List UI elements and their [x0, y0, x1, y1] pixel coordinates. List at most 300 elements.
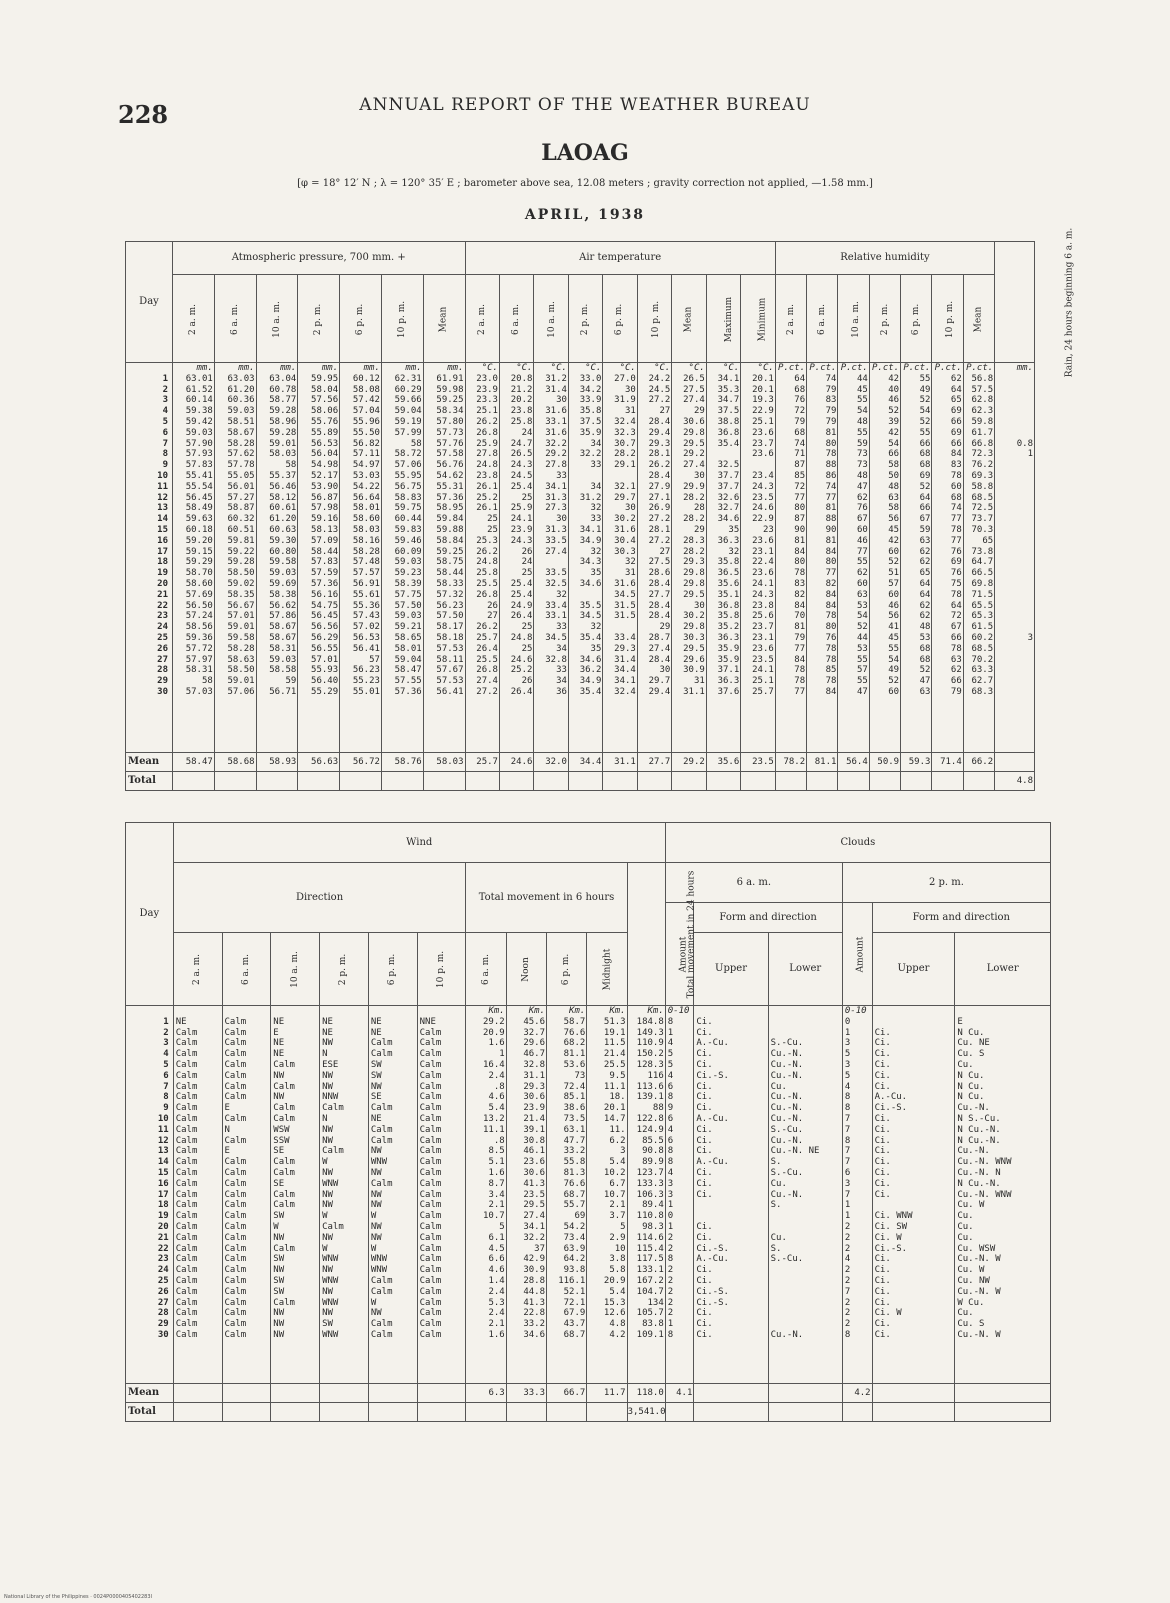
cell-value: NW — [370, 1189, 382, 1200]
cell-value: 66.5 — [971, 568, 994, 579]
cell-value: 2 — [844, 1297, 851, 1308]
cell-value: 59.15 — [185, 546, 213, 557]
cell-value: Calm — [419, 1319, 442, 1330]
cell-value: 30 — [625, 503, 636, 514]
cell-value: 33.0 — [579, 373, 602, 384]
cell-value: 73.7 — [971, 514, 994, 525]
cell-value: 21.2 — [510, 384, 533, 395]
cell-value: 59.25 — [436, 395, 464, 406]
cell-value: 33 — [556, 622, 567, 633]
mean-row-cell: 81.1 — [807, 753, 838, 772]
cell-value: 27.5 — [683, 384, 705, 395]
cell-value: 7 — [844, 1124, 851, 1135]
cell-value: 6 — [667, 1081, 674, 1092]
cell-value: 76.6 — [563, 1027, 586, 1038]
cell-value: 73.5 — [563, 1113, 586, 1124]
total-row-2-cell — [768, 1403, 842, 1422]
cell-value: 55.61 — [352, 589, 380, 600]
cell-value: 47 — [856, 686, 868, 697]
cell-value: 1 — [667, 1221, 674, 1232]
cell-value: 59.25 — [436, 546, 464, 557]
total-row-cell — [298, 772, 340, 791]
pressure-col-header: 2 a. m. — [173, 275, 215, 363]
cell-value: 73 — [856, 449, 868, 460]
day-number: 6 — [163, 1070, 169, 1081]
cell-value: 133.1 — [636, 1265, 664, 1276]
day-number: 18 — [157, 1200, 169, 1211]
unit-label: 0-10 — [844, 1006, 867, 1016]
cell-value: Calm — [419, 1211, 442, 1222]
cell-value — [995, 590, 1033, 601]
clouds-2pm-header: 2 p. m. — [842, 863, 1050, 903]
cell-value: 1 — [667, 1027, 674, 1038]
cell-value: 30.9 — [523, 1265, 545, 1276]
cell-value: 58.34 — [436, 406, 464, 417]
day-number: 26 — [157, 643, 168, 654]
cell-value: 31 — [625, 406, 636, 417]
cell-value: S. — [770, 1157, 782, 1168]
cell-value: 2.1 — [609, 1200, 626, 1211]
cell-value: 54.62 — [436, 470, 464, 481]
cell-value: Ci. W — [874, 1232, 902, 1243]
weather-table-2 — [125, 822, 1051, 1422]
cell-value: 62.31 — [394, 373, 422, 384]
cell-value: Calm — [224, 1329, 247, 1340]
rh-column — [869, 363, 900, 753]
cell-value: Calm — [224, 1243, 247, 1254]
day-number: 5 — [163, 1059, 169, 1070]
cell-value: Calm — [419, 1189, 442, 1200]
cell-value: 64 — [919, 589, 931, 600]
cell-value: 23.5 — [523, 1189, 545, 1200]
cell-value: 56.53 — [352, 632, 380, 643]
cell-value: Cu. — [770, 1232, 787, 1243]
cell-value: 33.9 — [579, 395, 602, 406]
air-col-header: 2 p. m. — [568, 275, 602, 363]
cell-value: Calm — [370, 1319, 393, 1330]
cell-value: 26.8 — [476, 665, 498, 676]
cell-value: 34.3 — [579, 557, 602, 568]
cell-value: 8 — [667, 1016, 674, 1027]
cell-value: 66 — [950, 416, 962, 427]
cell-value: 56.82 — [352, 438, 380, 449]
cell-value: 42 — [888, 373, 900, 384]
mean-row-2-cell — [417, 1384, 466, 1403]
cell-value: 19.1 — [603, 1027, 626, 1038]
day-number: 27 — [157, 654, 168, 665]
cell-value: 60 — [856, 524, 868, 535]
cell-value: 56 — [888, 514, 900, 525]
cell-value: Calm — [175, 1038, 198, 1049]
cell-value: 33.5 — [545, 568, 567, 579]
pressure-col-header: 2 p. m. — [298, 275, 340, 363]
cell-value: Ci. — [874, 1265, 891, 1276]
air-temp-column — [637, 363, 671, 753]
cell-value: 8 — [844, 1135, 851, 1146]
cell-value: 8 — [844, 1329, 851, 1340]
cell-value: 84 — [825, 546, 837, 557]
cell-value: 25.1 — [752, 416, 774, 427]
cell-value: 53.90 — [311, 481, 339, 492]
cell-value: 63.9 — [563, 1243, 586, 1254]
cell-value: SW — [273, 1286, 285, 1297]
cell-value: 2 — [844, 1265, 851, 1276]
total-row-2-cell — [842, 1403, 872, 1422]
cell-value: 29.7 — [614, 492, 636, 503]
cell-value: 31.3 — [545, 524, 567, 535]
cell-value: WNW — [370, 1265, 388, 1276]
cell-value: 30.6 — [523, 1167, 545, 1178]
cell-value: 59.04 — [394, 654, 422, 665]
cell-value: 57.62 — [227, 449, 255, 460]
cell-value: NW — [322, 1081, 333, 1092]
cell-value: 57.5 — [971, 384, 994, 395]
day-number: 7 — [162, 438, 168, 449]
cell-value: 62 — [919, 600, 931, 611]
total-row-cell — [340, 772, 382, 791]
cell-value: 35 — [728, 524, 740, 535]
cell-value: 68 — [794, 384, 806, 395]
cell-value: Calm — [419, 1329, 442, 1340]
cell-value: 8.7 — [488, 1178, 505, 1189]
unit-label: 0-10 — [667, 1006, 690, 1016]
cell-value: 32.5 — [717, 460, 740, 471]
cell-value: 25.4 — [510, 481, 533, 492]
unit-label: °C. — [619, 363, 636, 373]
mean-row-2-cell — [368, 1384, 417, 1403]
day-number: 27 — [157, 1297, 169, 1308]
cell-value: 26.2 — [476, 546, 498, 557]
cell-value: Ci. — [696, 1049, 713, 1060]
cell-value: 27.8 — [545, 460, 567, 471]
cell-value: Ci. — [874, 1081, 891, 1092]
cell-value: Ci. — [696, 1178, 713, 1189]
cell-value: 35.3 — [717, 384, 740, 395]
cell-value: 26 — [521, 546, 533, 557]
cell-value: 78 — [950, 524, 962, 535]
unit-label: mm. — [363, 363, 380, 373]
cell-value: 63 — [856, 589, 868, 600]
cell-value: 30.7 — [614, 438, 636, 449]
cell-value: 34.9 — [579, 535, 602, 546]
total-row-2-cell — [173, 1403, 222, 1422]
cell-value: Cu.-N. — [770, 1135, 804, 1146]
cell-value: 39 — [888, 416, 900, 427]
cell-value: 66 — [919, 503, 931, 514]
cell-value: W Cu. — [957, 1297, 985, 1308]
cell-value: 8 — [667, 1157, 674, 1168]
cell-value: Cu. W — [957, 1200, 985, 1211]
cell-value: 55 — [856, 654, 868, 665]
cell-value: 58.72 — [394, 449, 422, 460]
cell-value: 37.1 — [717, 665, 740, 676]
cell-value: Calm — [322, 1103, 344, 1114]
cell-value: 26.8 — [476, 427, 498, 438]
cell-value — [995, 579, 1033, 590]
cell-value: 26.1 — [476, 503, 498, 514]
cell-value: 84 — [794, 654, 806, 665]
cell-value: Calm — [273, 1103, 295, 1114]
cell-value: 30.8 — [523, 1135, 545, 1146]
cell-value: Calm — [419, 1308, 442, 1319]
cell-value: 63 — [919, 686, 931, 697]
cell-value: 58.38 — [269, 589, 297, 600]
cell-value: 58.67 — [269, 632, 297, 643]
cell-value: 55.8 — [563, 1157, 586, 1168]
cell-value: 4 — [667, 1167, 674, 1178]
cell-value: NE — [322, 1016, 333, 1027]
cell-value: 47 — [856, 481, 868, 492]
cell-value: 56.87 — [311, 492, 339, 503]
cell-value: 8 — [844, 1092, 851, 1103]
cell-value: Calm — [224, 1286, 247, 1297]
unit-label: °C. — [757, 363, 774, 373]
air-col-header: 6 a. m. — [499, 275, 533, 363]
day-number: 19 — [157, 568, 168, 579]
mean-row-cell: 34.4 — [568, 753, 602, 772]
unit-label: mm. — [238, 363, 255, 373]
cell-value: Calm — [370, 1103, 393, 1114]
rh-col-header: 2 a. m. — [775, 275, 806, 363]
rh-column — [775, 363, 806, 753]
cell-value: 32 — [590, 546, 602, 557]
cell-value: 58.60 — [352, 514, 380, 525]
cell-value: WSW — [273, 1124, 290, 1135]
cell-value: 26.8 — [476, 589, 498, 600]
cell-value: 59.69 — [269, 578, 297, 589]
cell-value: NW — [370, 1081, 382, 1092]
cell-value: 74 — [950, 503, 962, 514]
cell-value: 2.4 — [488, 1070, 505, 1081]
cell-value: 45 — [856, 384, 868, 395]
cell-value: WNW — [322, 1275, 339, 1286]
cell-value: 21.4 — [523, 1113, 545, 1124]
total-row-2-label: Total — [126, 1403, 174, 1422]
cell-value: 77 — [856, 546, 868, 557]
cell-value: 60.14 — [185, 395, 213, 406]
cell-value: 57.55 — [394, 676, 422, 687]
cell-value: 2 — [667, 1265, 674, 1276]
cell-value: 78 — [950, 643, 962, 654]
cell-value: 66 — [950, 632, 962, 643]
cell-value — [995, 547, 1033, 558]
cell-value — [771, 1276, 841, 1287]
cell-value: Cu.-N. N — [957, 1167, 1001, 1178]
cell-value: 52 — [919, 395, 931, 406]
cell-value: Calm — [175, 1254, 198, 1265]
cell-value — [771, 1308, 841, 1319]
cell-value: 30 — [659, 665, 671, 676]
cell-value: 29.8 — [683, 622, 705, 633]
cell-value: 79 — [825, 384, 837, 395]
cell-value: 65 — [919, 568, 931, 579]
cell-value: 57.76 — [436, 438, 464, 449]
cell-value: 56.16 — [311, 589, 339, 600]
cell-value: 24.1 — [510, 514, 533, 525]
day-number: 23 — [157, 1254, 169, 1265]
cell-value: 32.1 — [614, 481, 636, 492]
cell-value: 46 — [856, 535, 868, 546]
cell-value: Calm — [175, 1211, 198, 1222]
wind-movement-column — [587, 1006, 627, 1384]
cell-value: SW — [322, 1319, 333, 1330]
cell-value — [569, 471, 601, 482]
cell-value: 59.46 — [394, 535, 422, 546]
cell-value: 27.2 — [648, 535, 671, 546]
cell-value: 27 — [487, 611, 498, 622]
cell-value: Calm — [175, 1124, 198, 1135]
cell-value: 33.5 — [545, 535, 567, 546]
rh-column — [807, 363, 838, 753]
cell-value: Ci.-S. — [874, 1243, 908, 1254]
cell-value: Cu. — [957, 1059, 974, 1070]
mean-row-2-cell — [320, 1384, 369, 1403]
day-number: 23 — [157, 611, 168, 622]
cell-value: 25.6 — [752, 611, 774, 622]
cell-value: WNW — [322, 1254, 339, 1265]
cell-value: Calm — [370, 1135, 393, 1146]
cell-value: 25.5 — [603, 1059, 626, 1070]
cell-value: Calm — [224, 1275, 247, 1286]
cell-value: Calm — [224, 1297, 247, 1308]
mean-row-2-cell: 4.1 — [665, 1384, 694, 1403]
cell-value — [995, 536, 1033, 547]
day-number: 12 — [157, 492, 168, 503]
cell-value: Ci. — [696, 1016, 713, 1027]
cell-value — [875, 1200, 954, 1211]
cell-value: 10.7 — [603, 1189, 626, 1200]
cell-value: Calm — [224, 1265, 247, 1276]
cell-value: Calm — [273, 1297, 295, 1308]
cell-value: Calm — [419, 1135, 442, 1146]
cloud-lower-2pm — [955, 1006, 1051, 1384]
cell-value: 74 — [794, 438, 806, 449]
cell-value: 76 — [950, 546, 962, 557]
air-group-header: Air temperature — [465, 242, 775, 275]
cell-value: Ci. — [874, 1286, 891, 1297]
cell-value: 29.6 — [523, 1038, 545, 1049]
cell-value: 76.6 — [563, 1178, 586, 1189]
cell-value: 25.4 — [510, 578, 533, 589]
cell-value: 24.3 — [752, 481, 774, 492]
cell-value: W — [370, 1297, 377, 1308]
cell-value: 52 — [888, 676, 900, 687]
cell-value: 58.39 — [394, 578, 422, 589]
cell-value: 56.04 — [311, 449, 339, 460]
cell-value: Ci. — [874, 1319, 891, 1330]
page-number: 228 — [118, 100, 169, 129]
day-number: 26 — [157, 1286, 169, 1297]
cell-value: 23.5 — [752, 654, 774, 665]
cell-value: 1.4 — [488, 1275, 505, 1286]
cell-value: 65 — [950, 395, 962, 406]
cell-value: Calm — [419, 1081, 442, 1092]
cell-value: 28.7 — [648, 632, 671, 643]
cell-value: 25.3 — [476, 535, 498, 546]
day-number: 21 — [157, 1232, 169, 1243]
library-footer: National Library of the Philippines · 0024P0000405402283I — [4, 1594, 152, 1600]
cell-value: 58.83 — [394, 492, 422, 503]
cell-value: 133.3 — [636, 1178, 664, 1189]
cell-value: SW — [273, 1275, 285, 1286]
cell-value: 54.2 — [563, 1221, 586, 1232]
cell-value: 34.1 — [523, 1221, 545, 1232]
cell-value: 64 — [919, 578, 931, 589]
cell-value: Calm — [224, 1027, 247, 1038]
cell-value: 59.19 — [394, 416, 422, 427]
rh-column — [838, 363, 869, 753]
cell-value: 68 — [950, 492, 962, 503]
cell-value: 32 — [590, 622, 602, 633]
cell-value: 59.81 — [227, 535, 255, 546]
cell-value: 33 — [590, 514, 602, 525]
cell-value: N — [224, 1124, 230, 1135]
rh-col-header: 6 a. m. — [807, 275, 838, 363]
cell-value: Calm — [175, 1049, 198, 1060]
cell-value: 57 — [369, 654, 380, 665]
cell-value: 57.53 — [436, 676, 464, 687]
cell-value: 24.8 — [476, 460, 498, 471]
cell-value: 59 — [285, 676, 297, 687]
cell-value: 59.58 — [227, 632, 255, 643]
cell-value: 59.63 — [185, 514, 213, 525]
cell-value: Calm — [419, 1113, 442, 1124]
cell-value: 57.86 — [269, 611, 297, 622]
cell-value: 60 — [888, 686, 900, 697]
cell-value: 5 — [844, 1049, 851, 1060]
cell-value: 23.5 — [752, 492, 774, 503]
cell-value: 54.98 — [311, 460, 339, 471]
cell-value: 58 — [888, 503, 900, 514]
cell-value: 62 — [950, 665, 962, 676]
cell-value: Calm — [322, 1221, 344, 1232]
cell-value: 34.5 — [614, 589, 636, 600]
cell-value: Ci. — [696, 1135, 713, 1146]
cell-value: WNW — [322, 1297, 339, 1308]
cell-value: 5 — [499, 1221, 505, 1232]
cell-value: 4.6 — [488, 1265, 505, 1276]
cell-value — [995, 665, 1033, 676]
cell-value: 57.02 — [352, 622, 380, 633]
cell-value: 50 — [888, 470, 900, 481]
cell-value: 27.4 — [523, 1211, 545, 1222]
cell-value: 35.8 — [579, 406, 602, 417]
cell-value: 34 — [590, 438, 602, 449]
cell-value: 57 — [856, 665, 868, 676]
cell-value: 58.44 — [436, 568, 464, 579]
cell-value: 85.1 — [563, 1092, 586, 1103]
cell-value: 58.31 — [185, 665, 213, 676]
cell-value: 45 — [888, 632, 900, 643]
cell-value — [771, 1017, 841, 1028]
cell-value: NW — [322, 1308, 333, 1319]
cell-value: 24 — [521, 427, 533, 438]
day-number: 14 — [157, 514, 168, 525]
wind-direction-column — [271, 1006, 320, 1384]
air-col-header: Mean — [672, 275, 706, 363]
total-row-cell — [173, 772, 215, 791]
cell-value: 57.36 — [311, 578, 339, 589]
cell-value — [741, 460, 774, 471]
cell-value: 58.31 — [269, 643, 297, 654]
cell-value: 57.32 — [436, 589, 464, 600]
cell-value: NW — [322, 1038, 333, 1049]
cell-value: 54.75 — [311, 600, 339, 611]
cell-value: 55.29 — [311, 686, 339, 697]
mean-row-cell: 66.2 — [963, 753, 994, 772]
cell-value: Ci. — [696, 1329, 713, 1340]
pressure-column — [214, 363, 256, 753]
